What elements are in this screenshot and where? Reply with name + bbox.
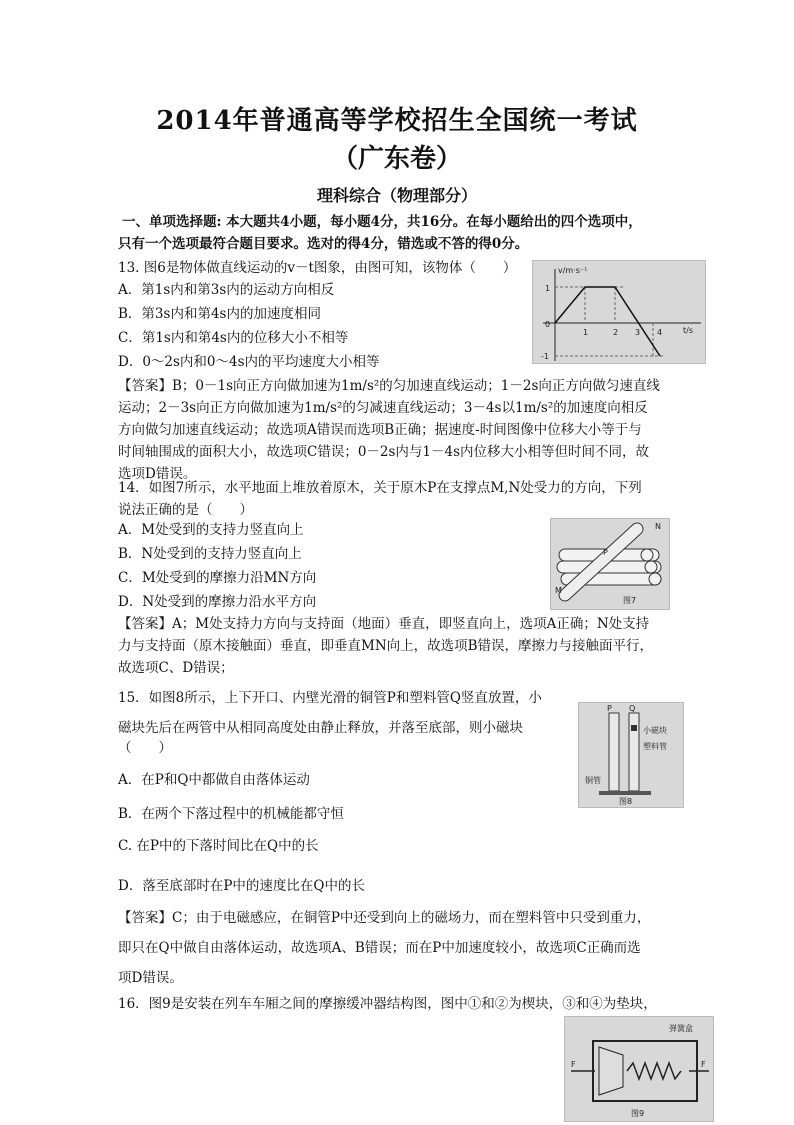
option-c: C. 在P中的下落时间比在Q中的长 — [118, 838, 319, 854]
section-title: 理科综合（物理部分） — [316, 186, 477, 205]
answer-line: 项D错误。 — [118, 970, 183, 986]
figure-caption: 图7 — [623, 596, 637, 605]
x-tick: 4 — [657, 328, 663, 337]
question-stem: 14．如图7所示，水平地面上堆放着原木，关于原木P在支撑点M,N处受力的方向，下列 — [118, 480, 642, 496]
label-m: M — [555, 586, 562, 595]
answer-line: 即只在Q中做自由落体运动，故选项A、B错误；而在P中加速度较小，故选项C正确而选 — [118, 940, 641, 956]
answer-line: 【答案】A；M处支持力方向与支持面（地面）垂直，即竖直向上，选项A正确；N处支持 — [118, 616, 650, 632]
label-copper: 铜管 — [585, 776, 601, 785]
vt-line — [555, 287, 663, 356]
question-stem: 磁块先后在两管中从相同高度处由静止释放，并落至底部，则小磁块 — [118, 720, 523, 736]
label-p: P — [607, 704, 612, 713]
option-a: A．在P和Q中都做自由落体运动 — [118, 772, 310, 788]
x-tick: 3 — [635, 328, 641, 337]
option-b: B．N处受到的支持力竖直向上 — [118, 546, 302, 562]
option-b: B．第3s内和第4s内的加速度相同 — [118, 306, 321, 322]
label-q: Q — [629, 704, 636, 713]
instruction-line: 一、单项选择题: 本大题共4小题，每小题4分，共16分。在每小题给出的四个选项中， — [122, 214, 642, 230]
y-axis-label: v/m·s⁻¹ — [558, 266, 588, 275]
answer-line: 力与支持面（原木接触面）垂直，即垂直MN向上，故选项B错误，摩擦力与接触面平行， — [118, 638, 654, 654]
label-f-left: F — [571, 1060, 576, 1069]
page-subtitle: （广东卷） — [331, 144, 462, 174]
label-n: N — [655, 522, 661, 531]
y-tick: -1 — [541, 352, 549, 361]
spring — [627, 1063, 681, 1079]
question-stem: 16．图9是安装在列车车厢之间的摩擦缓冲器结构图，图中①和②为楔块，③和④为垫块， — [118, 996, 657, 1012]
question-stem: 说法正确的是（ ） — [118, 502, 253, 518]
wedge-block — [599, 1047, 623, 1095]
figure-caption: 图9 — [631, 1109, 645, 1118]
magnet — [631, 725, 637, 731]
label-magnet: 小磁块 — [643, 726, 667, 735]
answer-line: 【答案】C；由于电磁感应，在铜管P中还受到向上的磁场力，而在塑料管中只受到重力， — [118, 910, 651, 926]
label-plastic: 塑料管 — [643, 742, 667, 751]
x-tick: 2 — [613, 328, 619, 337]
answer-line: 方向做匀加速直线运动；故选项A错误而选项B正确；据速度-时间图像中位移大小等于与 — [118, 422, 642, 438]
label-p: P — [603, 548, 608, 557]
page-title: 2014年普通高等学校招生全国统一考试 — [156, 106, 638, 136]
option-a: A．M处受到的支持力竖直向上 — [118, 522, 304, 538]
figure-7-logs — [550, 518, 670, 610]
answer-line: 选项D错误。 — [118, 466, 197, 482]
figure-9-buffer — [564, 1016, 714, 1122]
plastic-tube — [629, 713, 639, 791]
question-stem: （ ） — [118, 740, 172, 756]
answer-line: 运动；2－3s向正方向做加速为1m/s²的匀减速直线运动；3－4s以1m/s²的加速度向相反 — [118, 400, 648, 416]
x-axis-label: t/s — [683, 326, 693, 335]
answer-line: 【答案】B；0－1s向正方向做加速为1m/s²的匀加速直线运动；1－2s向正方向做匀速直线 — [118, 378, 660, 394]
figure-caption: 图8 — [619, 797, 633, 806]
answer-line: 时间轴围成的面积大小，故选项C错误；0－2s内与1－4s内位移大小相等但时间不同，故 — [118, 444, 650, 460]
question-stem: 13. 图6是物体做直线运动的v－t图象，由图可知，该物体（ ） — [118, 260, 517, 276]
option-d: D．0～2s内和0～4s内的平均速度大小相等 — [118, 354, 380, 370]
label-f-right: F — [701, 1060, 706, 1069]
label-spring: 弹簧盒 — [669, 1024, 693, 1033]
answer-line: 故选项C、D错误； — [118, 660, 234, 676]
option-b: B．在两个下落过程中的机械能都守恒 — [118, 806, 344, 822]
option-c: C．M处受到的摩擦力沿MN方向 — [118, 570, 317, 586]
y-tick: 1 — [545, 284, 551, 293]
option-a: A．第1s内和第3s内的运动方向相反 — [118, 282, 335, 298]
copper-tube — [609, 713, 619, 791]
option-c: C．第1s内和第4s内的位移大小不相等 — [118, 330, 349, 346]
option-d: D．N处受到的摩擦力沿水平方向 — [118, 594, 317, 610]
option-d: D．落至底部时在P中的速度比在Q中的长 — [118, 878, 365, 894]
x-tick: 1 — [583, 328, 589, 337]
instruction-line: 只有一个选项最符合题目要求。选对的得4分，错选或不答的得0分。 — [118, 236, 529, 252]
figure-8-tubes — [578, 702, 684, 808]
figure-6-vt-graph — [532, 260, 706, 364]
y-tick: 0 — [545, 320, 551, 329]
question-stem: 15．如图8所示，上下开口、内壁光滑的铜管P和塑料管Q竖直放置，小 — [118, 690, 542, 706]
